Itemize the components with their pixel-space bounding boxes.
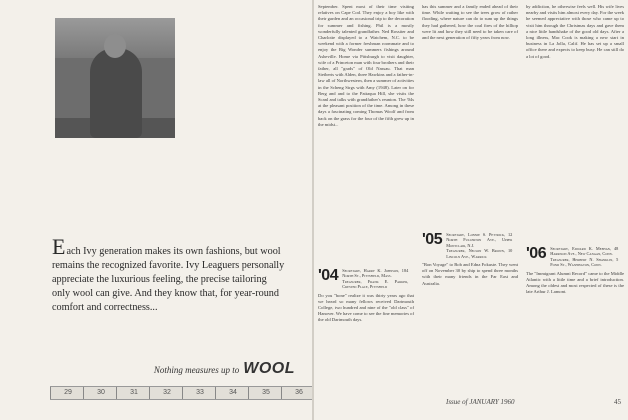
advertisement-copy <box>52 234 287 315</box>
column-3-paragraph: by addiction, he otherwise feels well. His wife lives nearby and visits him almost every day. For the week he seemed appreciative with those who came up to visit him through the Christmas days and gave them a nice little handshake of the good old days. After a long illness, Mac Cook is making a new start in business in La Jolla, Calif. He has set up a small office there and expects to keep busy. He can still do a lot of good. <box>526 4 624 59</box>
entry-04-body: Do you "bone" realize it was thirty years ago that we heard so many fellows received Dartmouth College, two hundred and nine of the "old class" of Hanover. We have come to see the fine memories of the old Dartmouth days. <box>318 292 414 323</box>
class-year-04: '04 <box>318 267 339 284</box>
secretary-05: Secretary, Lonnie S. Pettrick, 12 North Fullerton Ave., Upper Montclair, N.J. Treasurer, Nelson W. Brown, 10 Lincoln Ave., Warrick <box>446 232 513 259</box>
photo-figure <box>90 48 142 138</box>
ruler-tick: 29 <box>50 387 85 399</box>
photo-of-student <box>55 18 175 138</box>
ruler-tick: 31 <box>116 387 151 399</box>
secretary-04: Secretary, Harry K. Johnson, 184 North St., Pittsfield, Mass. Treasurer, Frank E. Parker, Crested Place, Pittsfield <box>342 268 409 290</box>
class-year-06: '06 <box>526 245 547 262</box>
entry-05 <box>422 232 518 392</box>
ruler-tick: 35 <box>248 387 283 399</box>
ruler-tick: 36 <box>281 387 312 399</box>
ruler-tick: 34 <box>215 387 250 399</box>
class-year-05: '05 <box>422 231 443 248</box>
column-1-paragraph: September. Spent most of their time visiting relatives on Cape Cod. They enjoy a boy like with their garden and an occasional trip to the decoration for summer and fishing. Phil is a mostly wonderfully talented grandfather. Ned Rossiter and Charlotte displayed to a Watchem, N.C. to be weekend with a former freshman roommate and to enjoy the Big Wonder summers fishings around Asheville. Home via Pittsburgh to visit daughter, wife of a Princeton man with four brothers and their father, all "grads" of Old Nassau. That man Sieiberts with Alden, three Hawkins and a father-in-law all of Northwestern, then a summer of activities in the Scheng Sirgs with Amy (1948). Later on for Berg and and to the Pattaqua Hill, she visits the Scanl and talks with grandfather's reunion. The '04s at the pleasant position of the time. Among in these days a fascinating coming Thomas Woolf and from back on the grass for the four of the fifth grew up in the midst... <box>318 4 414 127</box>
photo-head <box>104 34 126 58</box>
ad-body: ach Ivy generation makes its own fashions, but wool remains the recognized favorite. Ivy Leaguers personally appreciate the luxurious feeling, the precise tailoring only wool can give. And they know that, for year-round comfort and correctness... <box>52 246 285 313</box>
tagline-italic: Nothing measures up to <box>153 365 240 375</box>
entry-05-body: "Bon Voyage" to Bob and Edna Fokuste. They went off on November 30 by ship to spend three months with their many friends in the Far East and Australia. <box>422 262 518 286</box>
entry-04 <box>318 268 414 398</box>
measuring-tape <box>50 386 312 400</box>
tagline-wool: WOOL <box>243 360 295 377</box>
secretary-06: Secretary, Edward K. Meehan, 48 Harrison Ave., New Canaan, Conn. Treasurer, Herbert N. Shanklin, 5 Fond St., Washington, Conn. <box>550 246 619 268</box>
right-page <box>314 0 628 420</box>
column-3-top <box>526 4 624 244</box>
ruler-tick: 30 <box>83 387 118 399</box>
column-2-paragraph: has this summer and a family ended ahead of their time. While waiting to see the trees grow of rather flooding, where nature can do to sum up the things they had gathered, how the coal fires of the hilltop were lit and how they still need to be taken care of and the next generation of fifty years from now. <box>422 4 518 41</box>
left-page <box>0 0 312 420</box>
entry-06-body: The "Immigrant Alumni Record" came to the Middle Atlantic with a little time and a brief introduction. Among the oldest and most respected of these is the late Arthur J. Lamont. <box>526 270 624 295</box>
column-1-top <box>318 4 414 264</box>
entry-06 <box>526 246 624 394</box>
ruler-tick: 33 <box>182 387 217 399</box>
column-2-top <box>422 4 518 229</box>
page-number: 45 <box>614 398 621 406</box>
ad-tagline <box>115 360 295 378</box>
issue-line: Issue of JANUARY 1960 <box>446 398 515 406</box>
ad-dropcap: E <box>52 234 66 259</box>
ruler-tick: 32 <box>149 387 184 399</box>
